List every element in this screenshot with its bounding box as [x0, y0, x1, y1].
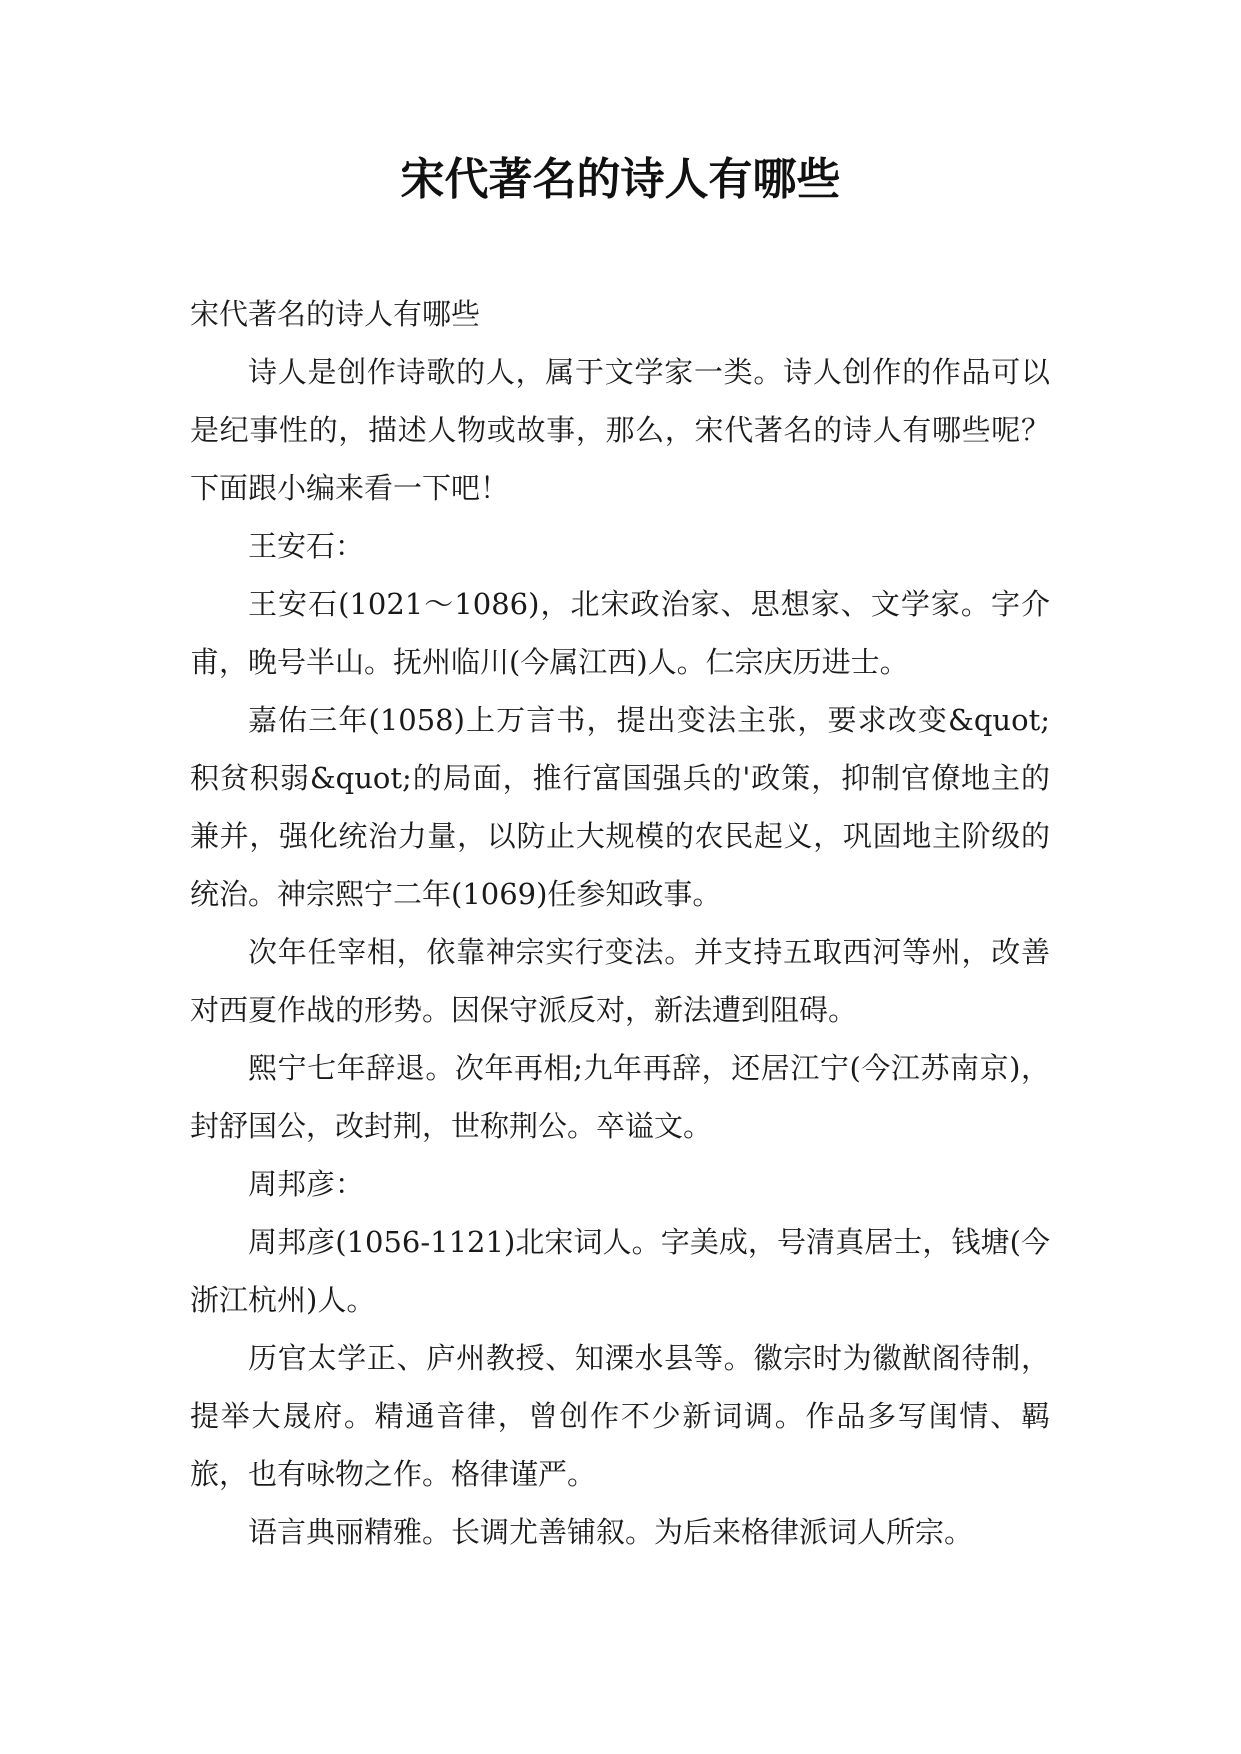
paragraph: 语言典丽精雅。长调尤善铺叙。为后来格律派词人所宗。 — [248, 1515, 974, 1549]
document-title: 宋代著名的诗人有哪些 — [400, 154, 841, 205]
section-heading-wang-anshi: 王安石： — [248, 529, 365, 563]
paragraph: 嘉佑三年(1058)上万言书，提出变法主张，要求改变&quot;积贫积弱&quot;的局面，推行富国强兵的'政策，抑制官僚地主的兼并，强化统治力量，以防止大规模的农民起义，巩固地主阶级的统治。神宗熙宁二年(1069)任参知政事。 — [190, 703, 1050, 911]
paragraph: 历官太学正、庐州教授、知溧水县等。徽宗时为徽猷阁待制，提举大晟府。精通音律，曾创作不少新词调。作品多写闺情、羁旅，也有咏物之作。格律谨严。 — [190, 1341, 1050, 1491]
paragraph: 次年任宰相，依靠神宗实行变法。并支持五取西河等州，改善对西夏作战的形势。因保守派反对，新法遭到阻碍。 — [190, 935, 1050, 1027]
subtitle-paragraph: 宋代著名的诗人有哪些 — [190, 297, 481, 331]
intro-paragraph: 诗人是创作诗歌的人，属于文学家一类。诗人创作的作品可以是纪事性的，描述人物或故事，那么，宋代著名的诗人有哪些呢？下面跟小编来看一下吧！ — [190, 355, 1050, 505]
paragraph: 王安石(1021～1086)，北宋政治家、思想家、文学家。字介甫，晚号半山。抚州临川(今属江西)人。仁宗庆历进士。 — [190, 587, 1050, 679]
paragraph: 熙宁七年辞退。次年再相;九年再辞，还居江宁(今江苏南京)，封舒国公，改封荆，世称荆公。卒谥文。 — [190, 1051, 1050, 1143]
paragraph: 周邦彦(1056-1121)北宋词人。字美成，号清真居士，钱塘(今浙江杭州)人。 — [190, 1225, 1050, 1317]
document-body — [190, 285, 1050, 1561]
section-heading-zhou-bangyan: 周邦彦： — [248, 1167, 365, 1201]
